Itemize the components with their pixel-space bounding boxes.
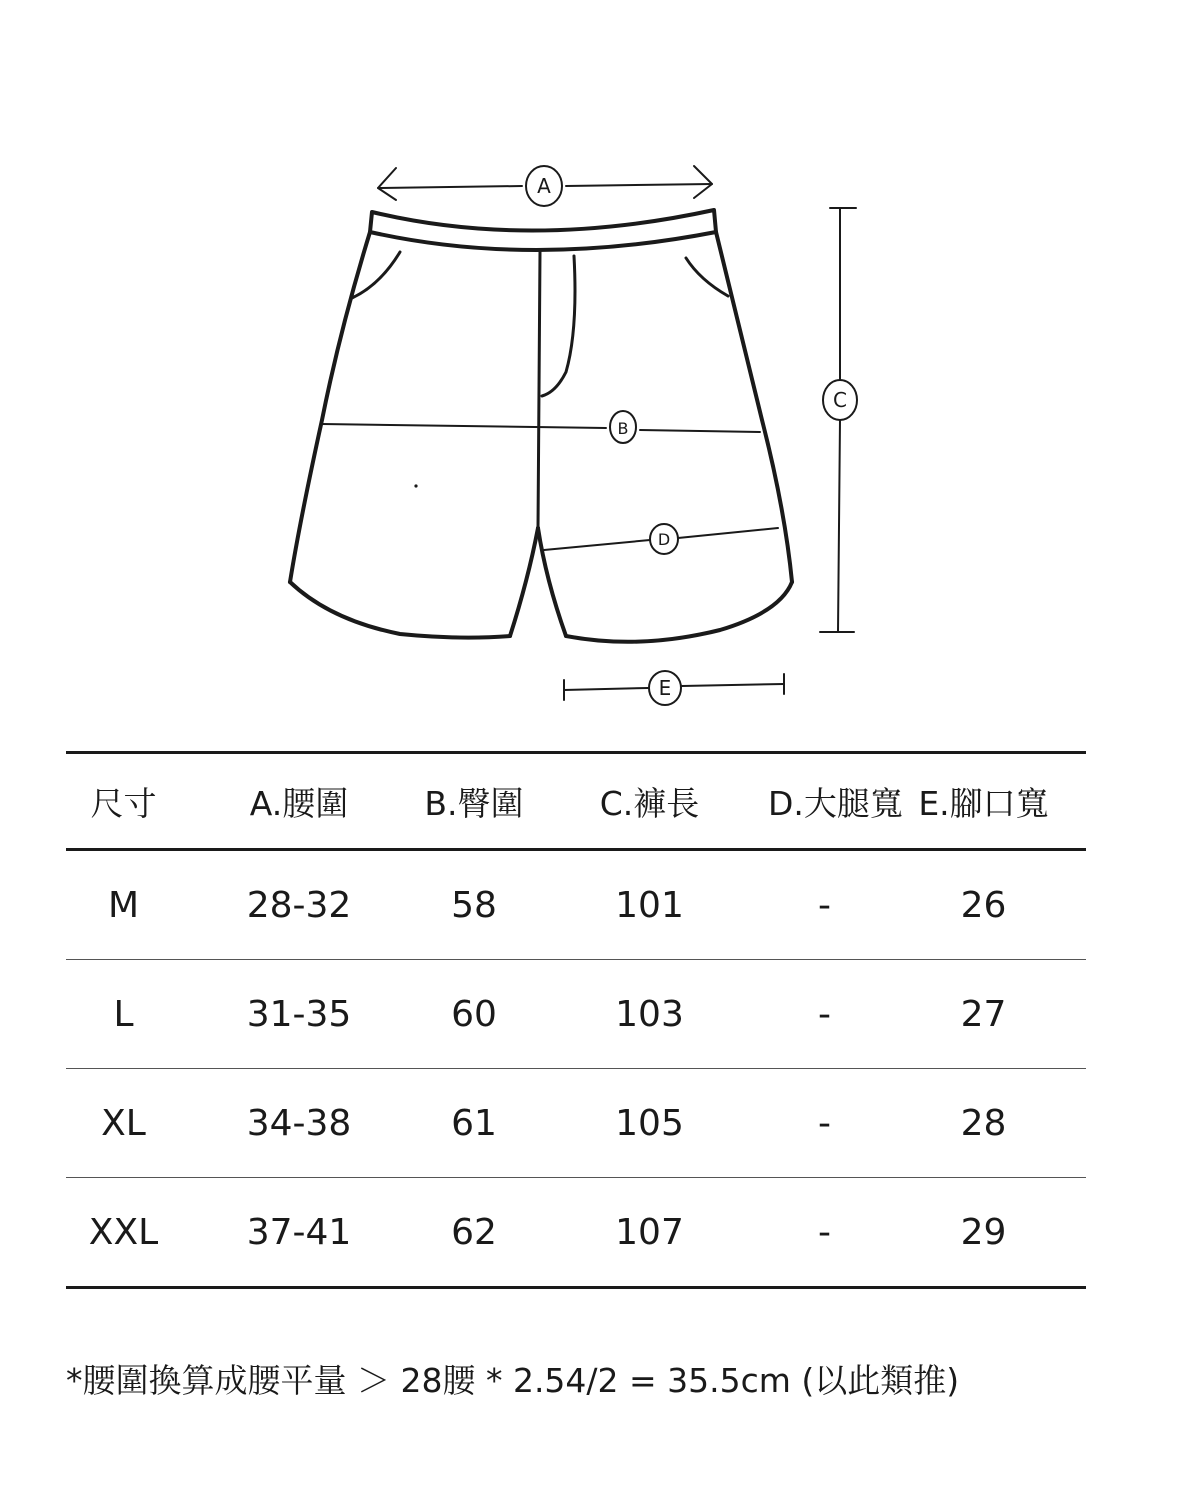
table-row: [66, 850, 1086, 960]
conversion-note: *腰圍換算成腰平量 ＞ 28腰 * 2.54/2 = 35.5cm (以此類推): [66, 1361, 960, 1400]
cell-waist: 28-32: [181, 850, 417, 960]
header-size: 尺寸: [66, 753, 181, 850]
cell-length: 105: [531, 1069, 768, 1178]
marker-e: E: [658, 676, 672, 700]
cell-waist: 34-38: [181, 1069, 417, 1178]
cell-size: L: [66, 960, 181, 1069]
cell-hip: 61: [417, 1069, 531, 1178]
measure-b: [322, 411, 760, 443]
cell-leg-opening: 29: [881, 1178, 1086, 1288]
cell-waist: 31-35: [181, 960, 417, 1069]
cell-length: 101: [531, 850, 768, 960]
cell-leg-opening: 27: [881, 960, 1086, 1069]
marker-d: D: [657, 530, 671, 549]
cell-leg-opening: 26: [881, 850, 1086, 960]
measure-d: [544, 524, 778, 554]
table-header-row: [66, 753, 1086, 850]
cell-size: M: [66, 850, 181, 960]
shorts-measurement-diagram: [0, 0, 1200, 720]
cell-size: XXL: [66, 1178, 181, 1288]
header-leg-opening: E.腳口寬: [881, 753, 1086, 850]
header-hip: B.臀圍: [417, 753, 531, 850]
header-waist: A.腰圍: [181, 753, 417, 850]
cell-thigh: -: [768, 1069, 881, 1178]
cell-hip: 62: [417, 1178, 531, 1288]
cell-thigh: -: [768, 850, 881, 960]
cell-waist: 37-41: [181, 1178, 417, 1288]
table-row: [66, 1178, 1086, 1288]
shorts-sketch: [0, 0, 1200, 720]
marker-c: C: [833, 388, 847, 412]
size-chart-table: [66, 751, 1086, 1289]
cell-thigh: -: [768, 1178, 881, 1288]
cell-hip: 58: [417, 850, 531, 960]
cell-length: 103: [531, 960, 768, 1069]
header-thigh: D.大腿寬: [768, 753, 881, 850]
marker-a: A: [537, 174, 551, 198]
header-length: C.褲長: [531, 753, 768, 850]
measure-a: [378, 166, 712, 206]
cell-thigh: -: [768, 960, 881, 1069]
cell-hip: 60: [417, 960, 531, 1069]
marker-b: B: [617, 419, 629, 438]
measure-c: [820, 208, 857, 632]
table-row: [66, 1069, 1086, 1178]
cell-length: 107: [531, 1178, 768, 1288]
table-row: [66, 960, 1086, 1069]
measure-e: [564, 671, 784, 705]
shorts-outline: [290, 210, 792, 642]
cell-size: XL: [66, 1069, 181, 1178]
cell-leg-opening: 28: [881, 1069, 1086, 1178]
